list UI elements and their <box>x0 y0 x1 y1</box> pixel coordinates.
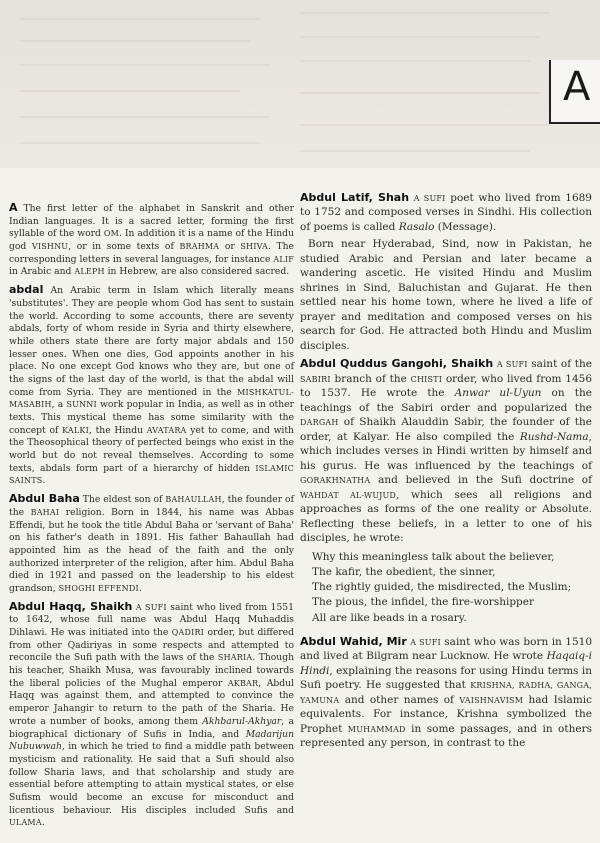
entry-term: Abdul Latif, Shah <box>300 191 410 204</box>
left-column <box>9 200 294 833</box>
entry-term: abdal <box>9 283 44 297</box>
entry-term: Abdul Haqq, Shaikh <box>9 599 133 613</box>
entry-abdul-baha: Abdul Baha The eldest son of BAHAULLAH, the founder of the BAHAI religion. Born in 1844, his name was Abbas Effendi, but he took the title Abdul Baha or 'servant of Baha' on his father's death in 1891. His father Bahaullah had appointed him as the head of the faith and the only authorized interpreter of the religion, after him. Abdul Baha died in 1921 and passed on the leadership to his eldest grandson, SHOGHI EFFENDI. <box>9 492 294 594</box>
verse-line: All are like beads in a rosary. <box>312 611 467 624</box>
show-through-background <box>0 0 600 168</box>
entry-term: Abdul Baha <box>9 492 80 506</box>
verse-line: The rightly guided, the misdirected, the Muslim; <box>312 581 572 594</box>
entry-term: Abdul Quddus Gangohi, Shaikh <box>300 357 494 371</box>
entry-a: A The first letter of the alphabet in Sanskrit and other Indian languages. It is a sacred letter, forming the first syllable of the word OM. In addition it is a name of the Hindu god VISHNU, or in some texts of BRAHMA or SHIVA. The corresponding letters in several languages, for instance ALIF in Arabic and ALEPH in Hebrew, are also considered sacred. <box>9 201 295 278</box>
entry-abdul-wahid: Abdul Wahid, Mir A SUFI saint who was born in 1510 and lived at Bilgram near Lucknow. He wrote Haqaiq-i Hindi, explaining the reasons for using Hindu terms in Sufi poetry. He suggested that KRISHNA, RADHA, GANGA, YAMUNA and other names of VAISHNAVISM had Islamic equivalents. For instance, Krishna symbolized the Prophet MUHAMMAD in some passages, and in others represented any person, in contrast to the <box>300 634 593 750</box>
verse-line: The pious, the infidel, the fire-worshipper <box>312 596 535 609</box>
section-letter-tab <box>549 60 600 124</box>
right-column <box>300 190 592 754</box>
entry-abdal: abdal An Arabic term in Islam which literally means 'substitutes'. They are people whom God has sent to sustain the world. According to some accounts, there are seventy abdals, forty of whom reside in Syria and thirty elsewhere, while others state there are forty major abdals and 150 lesser ones. When one dies, God appoints another in his place. No one except God knows who they are, but one of the signs of the last day of the world, is that the abdal will come from Syria. They are mentioned in the MISHKATUL-MASABIH, a SUNNI work popular in India, as well as in other texts. This mystical theme has some similarity with the concept of KALKI, the Hindu AVATARA yet to come, and with the Theosophical theory of perfected beings who exist in the world but do not reveal themselves. According to some texts, abdals form part of a hierarchy of hidden ISLAMIC SAINTS. <box>9 283 295 487</box>
entry-abdul-haqq: Abdul Haqq, Shaikh A SUFI saint who lived from 1551 to 1642, whose full name was Abdul Haqq Muhaddis Dihlawi. He was initiated into the QADIRI order, but differed from other Qadiriyas in some respects and attempted to reconcile the Sufi path with the laws of the SHARIA. Though his teacher, Shaikh Musa, was favourably inclined towards the liberal policies of the Mughal emperor AKBAR, Abdul Haqq was against them, and attempted to convince the emperor Jahangir to return to the path of the Sharia. He wrote a number of books, among them Akhbarul-Akhyar, a biographical dictionary of Sufis in India, and Madarijun Nubuwwah, in which he tried to find a middle path between mysticism and rationality. He said that a Sufi should also follow Sharia laws, and that scholarship and study are essential before attempting to attain mystical states, or else Sufism would become an excuse for misconduct and licentious behaviour. His disciples included Sufis and ULAMA. <box>9 599 295 829</box>
quoted-verse <box>312 550 592 626</box>
section-letter: A <box>563 64 591 110</box>
verse-line: Why this meaningless talk about the believer, <box>312 550 555 563</box>
verse-line: The kafir, the obedient, the sinner, <box>312 565 496 578</box>
entry-abdul-latif: Abdul Latif, Shah A SUFI poet who lived from 1689 to 1752 and composed verses in Sindhi. His collection of poems is called Rasalo (Message). <box>300 191 592 233</box>
entry-term: Abdul Wahid, Mir <box>300 634 407 648</box>
entry-abdul-latif-para2: Born near Hyderabad, Sind, now in Pakistan, he studied Arabic and Persian and later became a wandering ascetic. He visited Hindu and Muslim shrines in Sind, Baluchistan and Gujarat. He then settled near his home town, where he lived a life of prayer and meditation and composed verses on his search for God. He attracted both Hindu and Muslim disciples. <box>300 238 592 352</box>
entry-abdul-quddus: Abdul Quddus Gangohi, Shaikh A SUFI saint of the SABIRI branch of the CHISTI order, who lived from 1456 to 1537. He wrote the Anwar ul-Uyun on the teachings of the Sabiri order and popularized the DARGAH of Shaikh Alauddin Sabir, the founder of the order, at Kalyar. He also compiled the Rushd-Nama, which includes verses in Hindi written by himself and his gurus. He was influenced by the teachings of GORAKHNATHA and believed in the Sufi doctrine of WAHDAT AL-WUJUD, which sees all religions and approaches as forms of the one reality or Absolute. Reflecting these beliefs, in a letter to one of his disciples, he wrote: <box>300 357 592 545</box>
entry-term: A <box>9 201 18 214</box>
